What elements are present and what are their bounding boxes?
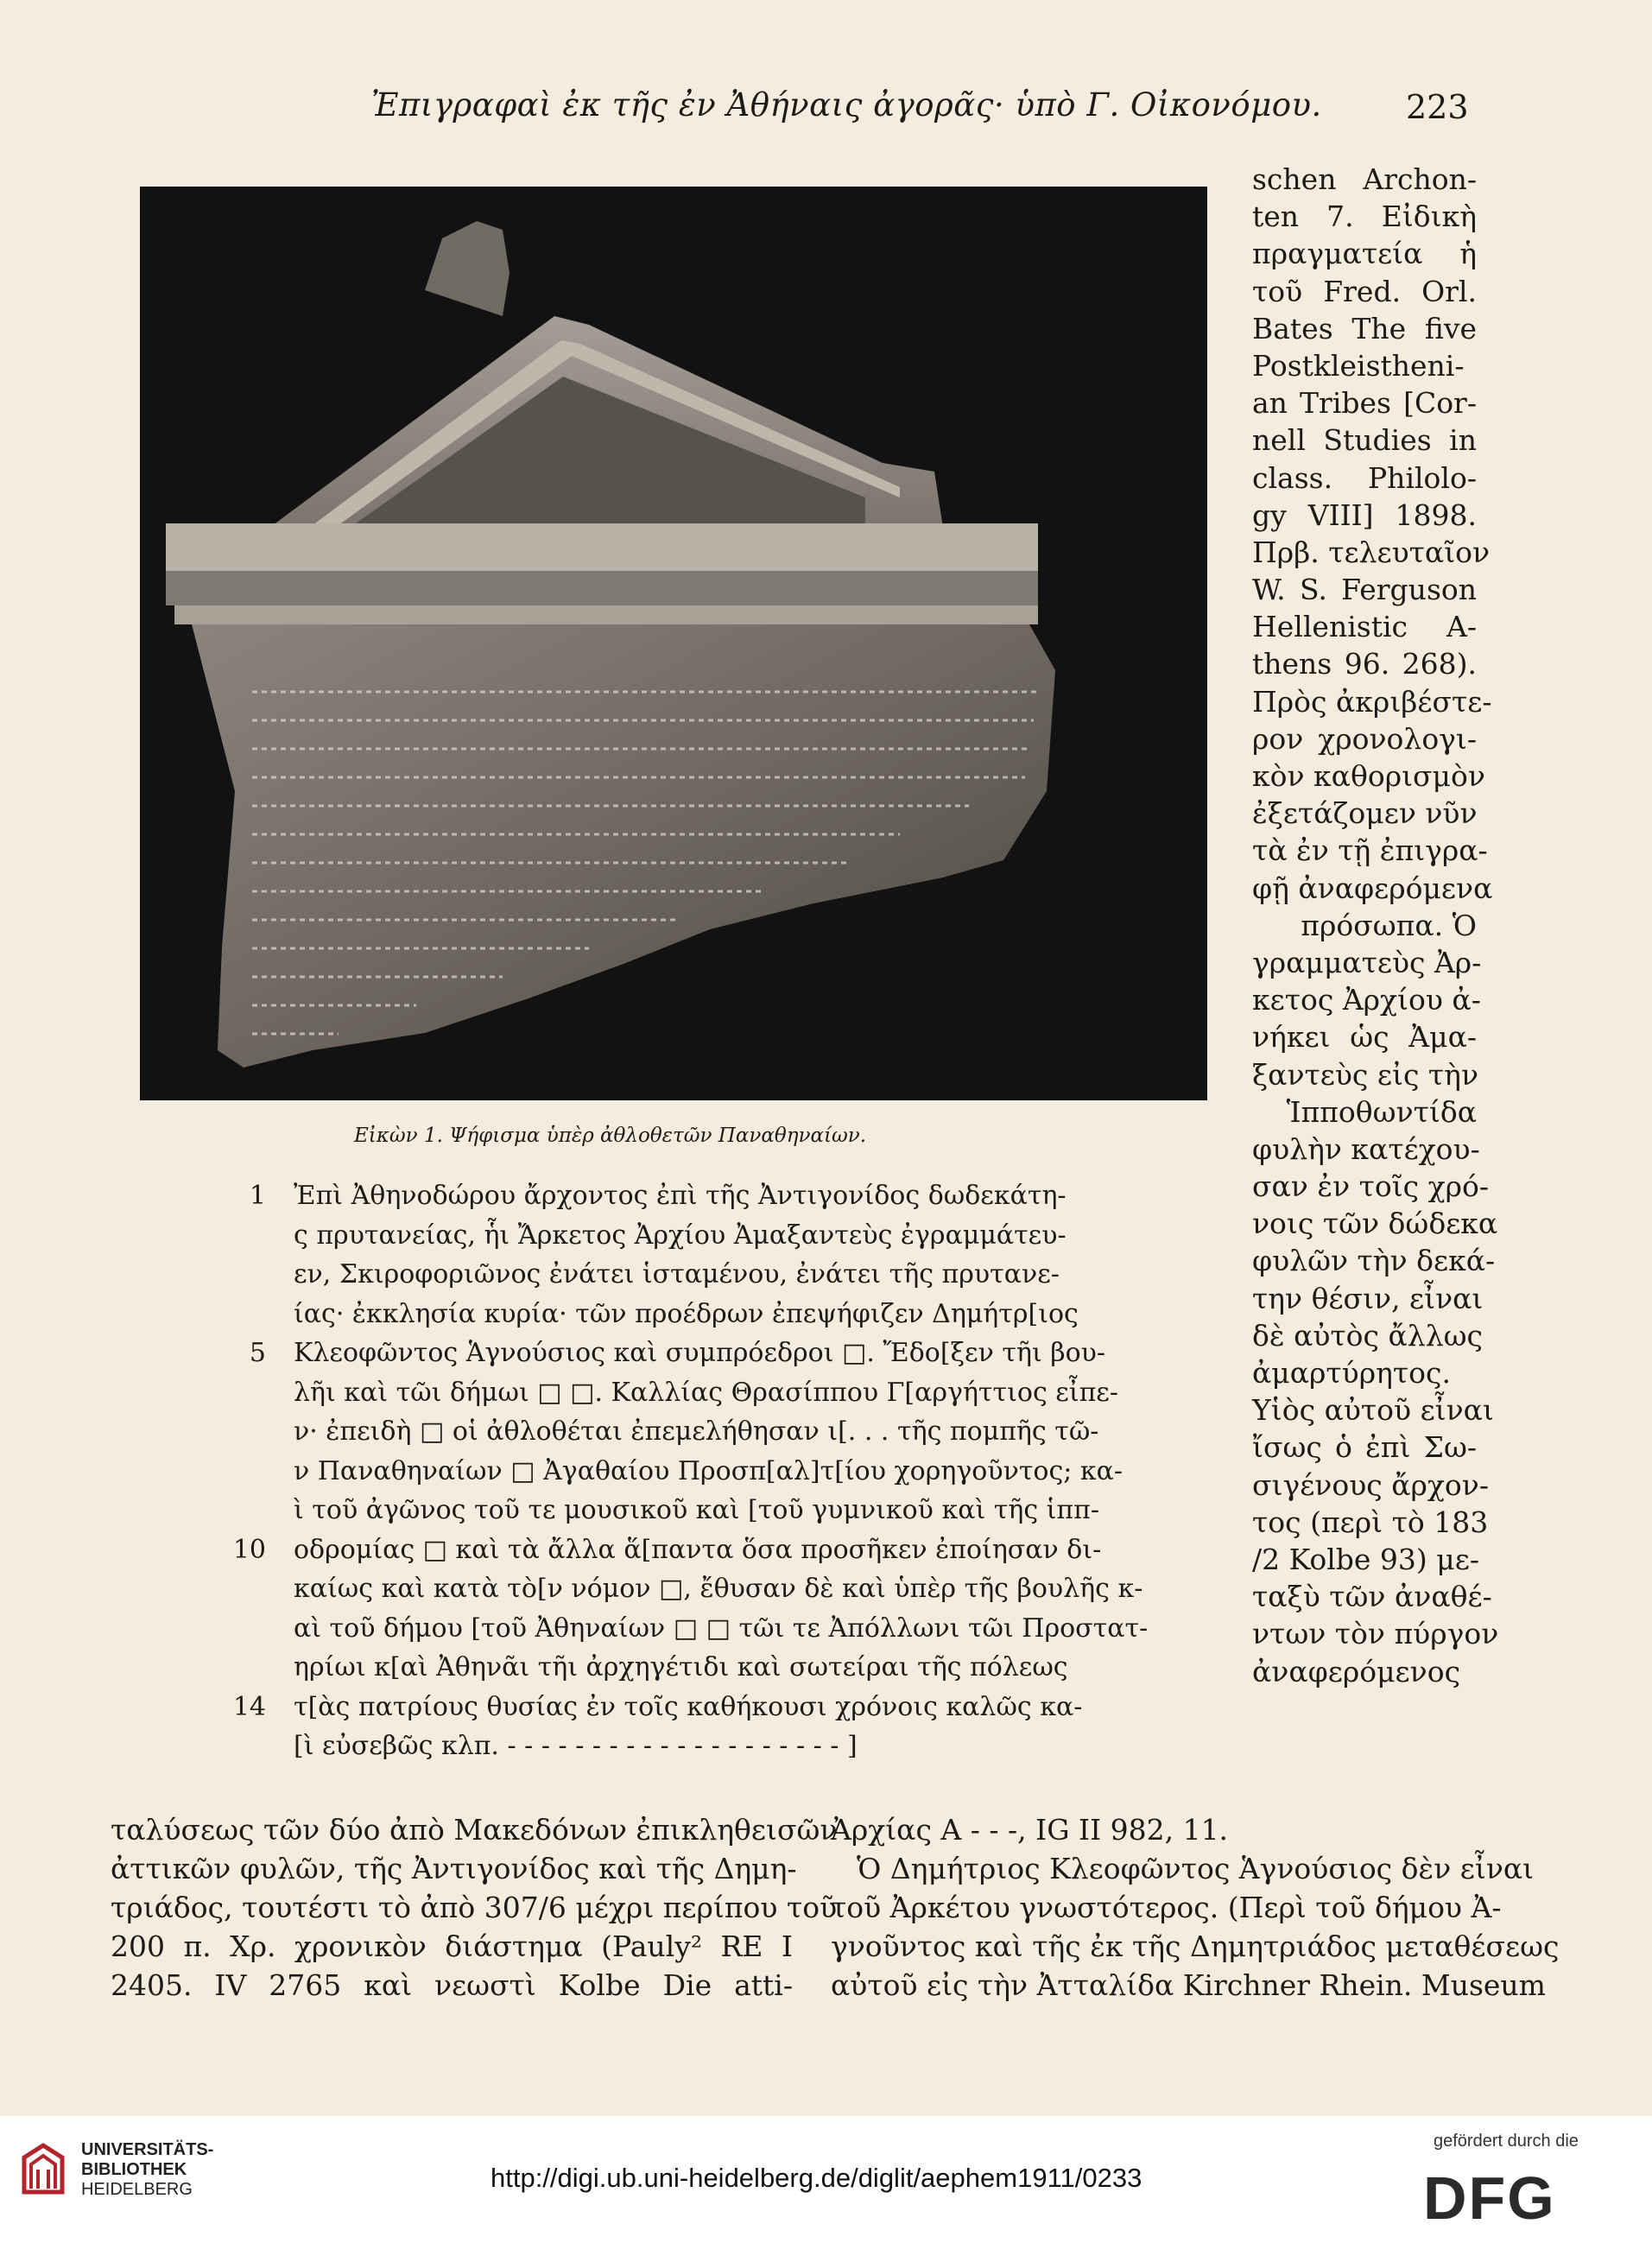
side-column-line: gy VIII] 1898. xyxy=(1252,497,1477,532)
side-column-line: κετος Ἀρχίου ἀ- xyxy=(1252,983,1481,1017)
side-column-line: ten 7. Εἰδικὴ xyxy=(1252,200,1477,234)
side-column-line: φυλὴν κατέχου- xyxy=(1252,1131,1480,1166)
side-column-line: πραγματεία ἡ xyxy=(1252,237,1477,271)
library-logo-icon xyxy=(19,2140,67,2197)
line-text: ς πρυτανείας, ἧι Ἄρκετος Ἀρχίου Ἀμαξαντεὺς ἐγραμμάτευ- xyxy=(294,1220,1067,1251)
line-text: εν, Σκιροφοριῶνος ἐνάτει ἱσταμένου, ἐνάτει τῆς πρυτανε- xyxy=(294,1259,1060,1289)
side-column-line: κὸν καθορισμὸν xyxy=(1252,759,1485,793)
library-name-line-1: UNIVERSITÄTS- xyxy=(81,2140,214,2159)
stele-image xyxy=(140,187,1207,1100)
inscription-line xyxy=(250,1452,1235,1492)
inscription-line xyxy=(250,1334,1235,1373)
side-column-line: Hellenistic A- xyxy=(1252,610,1477,644)
line-text: ν Παναθηναίων □ Ἀγαθαίου Προσπ[αλ]τ[ίου χορηγοῦντος; κα- xyxy=(294,1455,1123,1486)
side-column-line: ντων τὸν πύργον xyxy=(1252,1617,1499,1651)
side-column-line: Bates The five xyxy=(1252,311,1477,345)
bottom-right-column xyxy=(831,1810,1560,2005)
inscription-line xyxy=(250,1176,1235,1216)
line-text: τ[ὰς πατρίους θυσίας ἐν τοῖς καθήκουσι χρόνοις καλῶς κα- xyxy=(294,1691,1083,1722)
line-text: ν· ἐπειδὴ □ οἱ ἀθλοθέται ἐπεμελήθησαν ι[. . . τῆς πομπῆς τῶ- xyxy=(294,1416,1099,1447)
side-column-line: W. S. Ferguson xyxy=(1252,573,1477,607)
side-column-line: ἀναφερόμενος xyxy=(1252,1654,1461,1689)
page-number: 223 xyxy=(1406,88,1469,126)
side-column-line: ἴσως ὁ ἐπὶ Σω- xyxy=(1252,1430,1477,1465)
side-column-line: τος (περὶ τὸ 183 xyxy=(1252,1505,1489,1539)
line-text: καίως καὶ κατὰ τὸ[ν νόμον □, ἔθυσαν δὲ καὶ ὑπὲρ τῆς βουλῆς κ- xyxy=(294,1574,1143,1604)
body-text-line: τοῦ Ἀρκέτου γνωστότερος. (Περὶ τοῦ δήμου Ἀ- xyxy=(831,1891,1502,1924)
digitization-footer xyxy=(0,2116,1652,2243)
side-column-line: Postkleistheni- xyxy=(1252,348,1465,383)
body-text-line: τριάδος, τουτέστι τὸ ἀπὸ 307/6 μέχρι περίπου τοῦ xyxy=(111,1891,838,1924)
inscription-line xyxy=(232,1530,1235,1570)
side-column-line: thens 96. 268). xyxy=(1252,647,1477,681)
inscription-line xyxy=(250,1295,1235,1334)
body-text-line: γνοῦντος καὶ τῆς ἐκ τῆς Δημητριάδος μεταθέσεως xyxy=(831,1929,1560,1963)
line-text: αὶ τοῦ δήμου [τοῦ Ἀθηναίων □ □ τῶι τε Ἀπόλλωνι τῶι Προστατ- xyxy=(294,1613,1149,1644)
side-column-line: nell Studies in xyxy=(1252,423,1477,458)
line-text: ὶ τοῦ ἀγῶνος τοῦ τε μουσικοῦ καὶ [τοῦ γυμνικοῦ καὶ τῆς ἱππ- xyxy=(294,1495,1099,1525)
side-column-line: Πρβ. τελευταῖον xyxy=(1252,535,1491,569)
inscription-line xyxy=(250,1216,1235,1256)
side-column-line: γραμματεὺς Ἀρ- xyxy=(1252,945,1482,979)
line-number: 5 xyxy=(249,1338,266,1368)
inscription-line xyxy=(250,1255,1235,1295)
side-column-line: σαν ἐν τοῖς χρό- xyxy=(1252,1169,1490,1204)
side-column-line: Υἱὸς αὐτοῦ εἶναι xyxy=(1252,1393,1494,1428)
side-column-line: νήκει ὡς Ἀμα- xyxy=(1252,1020,1477,1055)
permalink-url[interactable]: http://digi.ub.uni-heidelberg.de/diglit/aephem1911/0233 xyxy=(491,2163,1142,2193)
side-column-line: δὲ αὐτὸς ἄλλως xyxy=(1252,1318,1484,1353)
line-text: [ὶ εὐσεβῶς κλπ. - - - - - - - - - - - - - - - - - - - - ] xyxy=(294,1731,858,1761)
inscription-line xyxy=(250,1727,1235,1766)
body-text-line: Ὁ Δημήτριος Κλεοφῶντος Ἁγνούσιος δὲν εἶναι xyxy=(857,1852,1535,1885)
side-column-line: Πρὸς ἀκριβέστε- xyxy=(1252,684,1492,719)
side-column-line: σιγένους ἄρχον- xyxy=(1252,1467,1490,1502)
body-text-line: αὐτοῦ εἰς τὴν Ἀτταλίδα Kirchner Rhein. Museum xyxy=(831,1968,1546,2002)
body-text-line: 2405. IV 2765 καὶ νεωστὶ Kolbe Die atti- xyxy=(111,1968,793,2002)
side-column-line: την θέσιν, εἶναι xyxy=(1252,1281,1484,1315)
side-column-line: φυλῶν τὴν δεκά- xyxy=(1252,1244,1496,1278)
line-text: ηρίωι κ[αὶ Ἀθηνᾶι τῆι ἀρχηγέτιδι καὶ σωτείραι τῆς πόλεως xyxy=(294,1652,1068,1682)
inscription-line xyxy=(250,1648,1235,1688)
side-column-line: ξαντεὺς εἰς τὴν xyxy=(1252,1057,1479,1092)
side-column-line: ρον χρονολογι- xyxy=(1252,721,1477,756)
bottom-left-column xyxy=(111,1810,838,2005)
line-text: Κλεοφῶντος Ἁγνούσιος καὶ συμπρόεδροι □. Ἔδο[ξεν τῆι βου- xyxy=(294,1338,1106,1368)
line-number: 1 xyxy=(249,1181,266,1211)
funded-by-label: gefördert durch die xyxy=(1434,2132,1579,2151)
line-number: 10 xyxy=(232,1534,266,1565)
side-column-line: πρόσωπα. Ὁ xyxy=(1301,908,1477,942)
side-column-line: ἀμαρτύρητος. xyxy=(1252,1356,1452,1390)
side-column-line: τὰ ἐν τῇ ἐπιγρα- xyxy=(1252,833,1488,868)
body-text-line: 200 π. Χρ. χρονικὸν διάστημα (Pauly² RE I xyxy=(111,1929,793,1963)
inscription-transcription xyxy=(232,1176,1235,1766)
side-column-line: ἐξετάζομεν νῦν xyxy=(1252,796,1478,831)
side-column-line: class. Philolo- xyxy=(1252,460,1477,495)
inscription-line xyxy=(250,1491,1235,1530)
stele-photograph xyxy=(140,187,1207,1100)
inscription-line xyxy=(232,1688,1235,1727)
line-text: λῆι καὶ τῶι δήμωι □ □. Καλλίας Θρασίππου Γ[αργήττιος εἶπε- xyxy=(294,1377,1118,1408)
body-text-line: ἀττικῶν φυλῶν, τῆς Ἀντιγονίδος καὶ τῆς Δημη- xyxy=(111,1852,797,1885)
dfg-logo: DFG xyxy=(1423,2164,1556,2232)
side-column-line: Ἱπποθωντίδα xyxy=(1286,1094,1477,1129)
inscription-line xyxy=(250,1412,1235,1452)
inscription-line xyxy=(250,1609,1235,1649)
side-column-text xyxy=(1252,161,1499,1690)
line-text: οδρομίας □ καὶ τὰ ἄλλα ἅ[παντα ὅσα προσῆκεν ἐποίησαν δι- xyxy=(294,1534,1102,1565)
line-text: ίας· ἐκκλησία κυρία· τῶν προέδρων ἐπεψήφιζεν Δημήτρ[ιος xyxy=(294,1298,1079,1329)
running-title: Ἐπιγραφαὶ ἐκ τῆς ἐν Ἀθήναις ἀγορᾶς· ὑπὸ Γ. Οἰκονόμου. xyxy=(371,86,1322,124)
library-name-line-3: HEIDELBERG xyxy=(81,2180,193,2199)
body-text-line: ταλύσεως τῶν δύο ἀπὸ Μακεδόνων ἐπικληθεισῶν xyxy=(111,1813,838,1847)
inscription-line xyxy=(250,1569,1235,1609)
figure-caption: Εἰκὼν 1. Ψήφισμα ὑπὲρ ἀθλοθετῶν Παναθηναίων. xyxy=(354,1125,867,1147)
library-name-line-2: BIBLIOTHEK xyxy=(81,2160,187,2179)
body-text-line: Ἀρχίας Α - - -, IG II 982, 11. xyxy=(831,1813,1229,1847)
line-text: Ἐπὶ Ἀθηνοδώρου ἄρχοντος ἐπὶ τῆς Ἀντιγονίδος δωδεκάτη- xyxy=(294,1181,1067,1211)
side-column-line: schen Archon- xyxy=(1252,162,1477,196)
side-column-line: /2 Kolbe 93) με- xyxy=(1252,1542,1479,1576)
side-column-line: νοις τῶν δώδεκα xyxy=(1252,1207,1498,1241)
side-column-line: ταξὺ τῶν ἀναθέ- xyxy=(1252,1580,1492,1614)
library-name xyxy=(81,2140,213,2200)
side-column-line: an Tribes [Cor- xyxy=(1252,386,1477,421)
line-number: 14 xyxy=(232,1691,266,1722)
inscription-line xyxy=(250,1373,1235,1413)
side-column-line: φῇ ἀναφερόμενα xyxy=(1252,871,1493,905)
side-column-line: τοῦ Fred. Orl. xyxy=(1252,274,1477,308)
